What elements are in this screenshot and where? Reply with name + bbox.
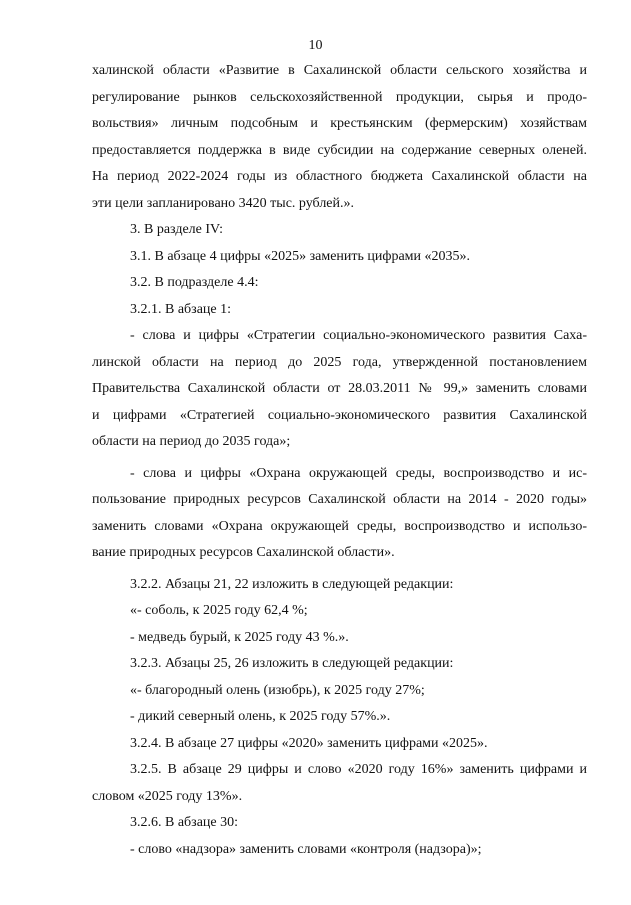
text-line: На период 2022-2024 годы из областного бюджета Сахалинской области на [92,169,587,184]
document-body [92,58,587,863]
text-line: халинской области «Развитие в Сахалинской области сельского хозяйства и [92,63,587,78]
text-line: «- соболь, к 2025 году 62,4 %; [130,603,308,618]
text-line: 3.2.2. Абзацы 21, 22 изложить в следующей редакции: [130,576,454,592]
text-line: 3.2.1. В абзаце 1: [130,301,232,317]
text-line: - медведь бурый, к 2025 году 43 %.». [130,629,349,645]
text-line: 3. В разделе IV: [130,222,223,237]
text-line: и цифрами «Стратегией социально-экономического развития Сахалинской [92,407,587,423]
text-line: пользование природных ресурсов Сахалинской области на 2014 - 2020 годы» [92,492,587,507]
page-number: 10 [308,38,323,53]
text-line: Правительства Сахалинской области от 28.03.2011 № 99,» заменить словами [92,381,587,396]
text-line: 3.2.3. Абзацы 25, 26 изложить в следующей редакции: [130,656,454,671]
text-line: линской области на период до 2025 года, утвержденной постановлением [92,354,587,370]
text-line: регулирование рынков сельскохозяйственной продукции, сырья и продо- [92,89,587,105]
text-line: 3.2.5. В абзаце 29 цифры и слово «2020 году 16%» заменить цифрами и [130,762,587,777]
text-line: области на период до 2035 года»; [92,434,291,449]
text-line: вольствия» личным подсобным и крестьянским (фермерским) хозяйствам [92,116,587,131]
text-line: - слова и цифры «Охрана окружающей среды, воспроизводство и ис- [130,465,587,481]
text-line: 3.2.4. В абзаце 27 цифры «2020» заменить цифрами «2025». [130,735,488,751]
text-line: эти цели запланировано 3420 тыс. рублей.». [92,195,355,211]
text-line: «- благородный олень (изюбрь), к 2025 году 27%; [130,682,425,698]
text-line: словом «2025 году 13%». [92,788,243,804]
text-line: вание природных ресурсов Сахалинской области». [92,545,395,560]
text-line: 3.2.6. В абзаце 30: [130,815,239,830]
text-line: 3.1. В абзаце 4 цифры «2025» заменить цифрами «2035». [130,248,471,264]
text-line: предоставляется поддержка в виде субсидии на содержание северных оленей. [92,142,587,158]
text-line: заменить словами «Охрана окружающей среды, воспроизводство и использо- [92,518,587,534]
text-line: 3.2. В подразделе 4.4: [130,275,259,290]
text-line: - слова и цифры «Стратегии социально-экономического развития Саха- [130,328,587,343]
text-line: - дикий северный олень, к 2025 году 57%.». [130,709,391,724]
text-line: - слово «надзора» заменить словами «контроля (надзора)»; [130,841,482,857]
